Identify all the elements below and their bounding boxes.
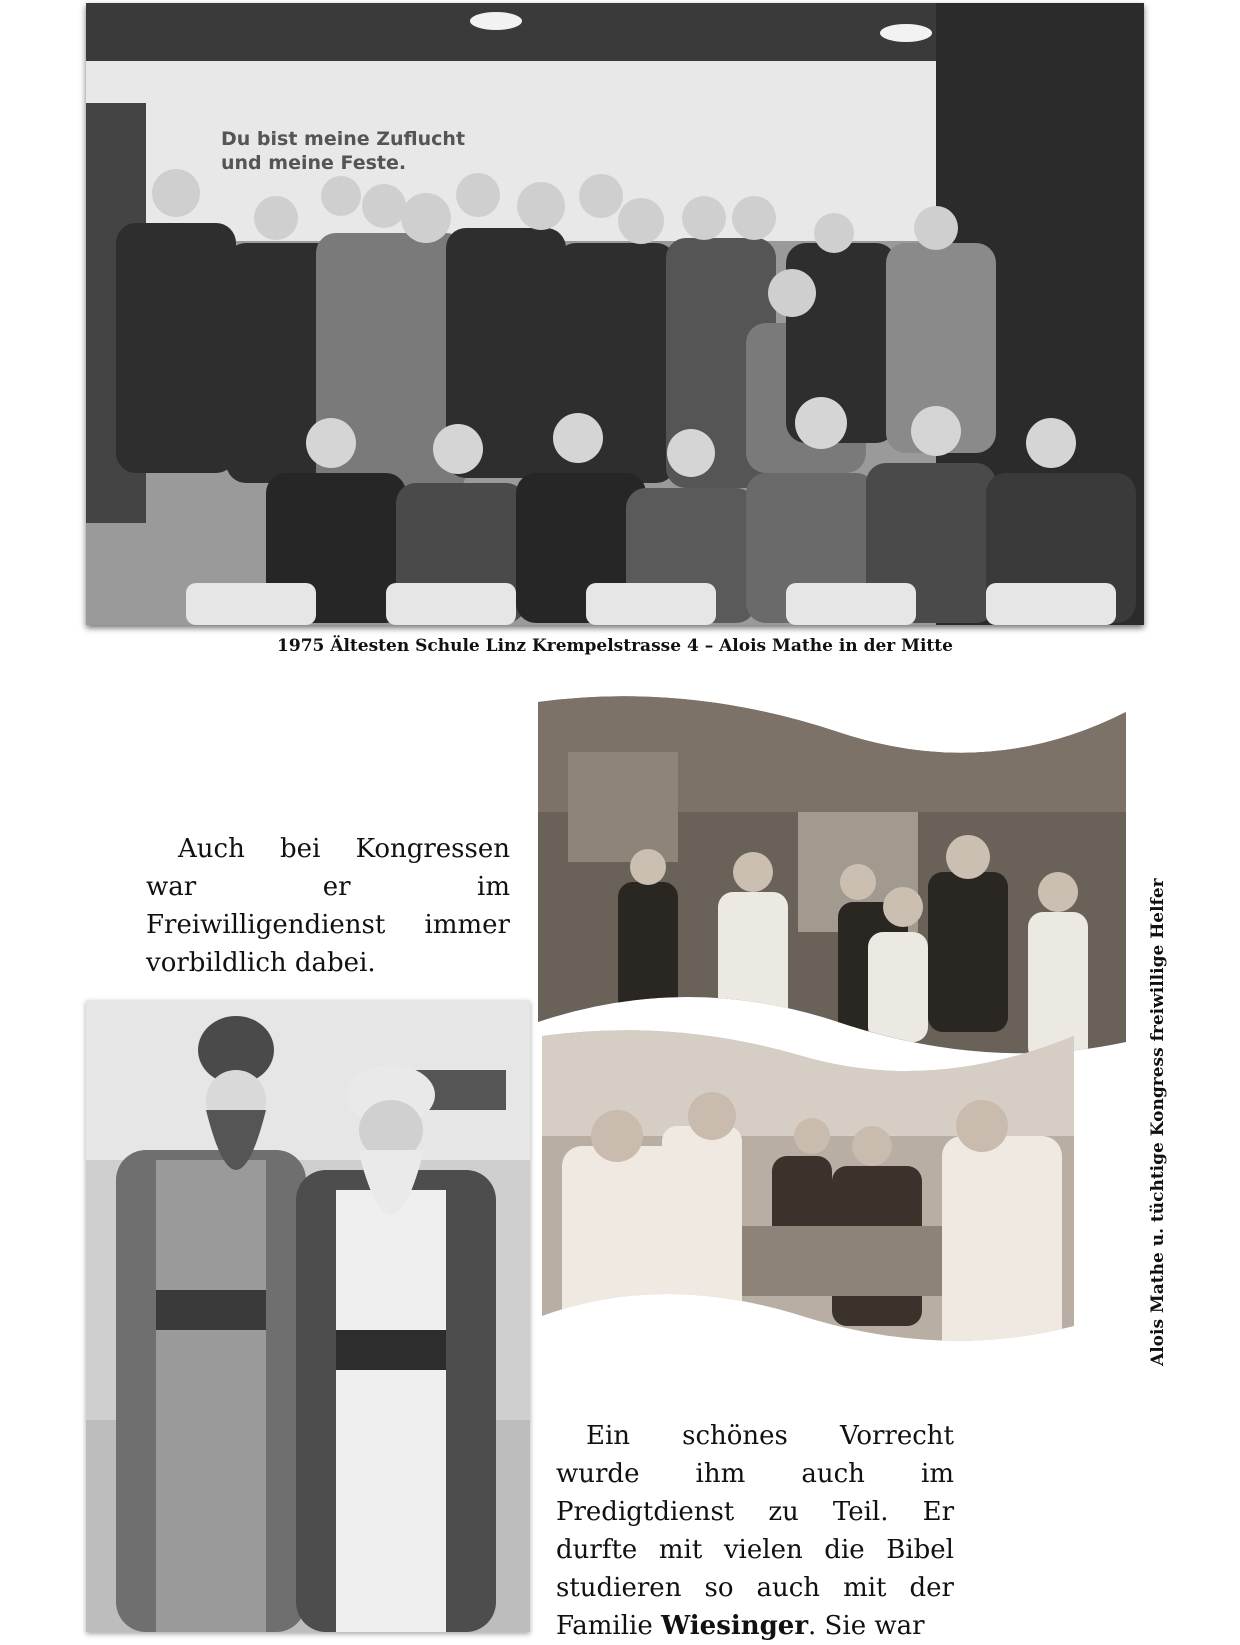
family-name: Wiesinger (661, 1611, 809, 1641)
elders-photo-caption: 1975 Ältesten Schule Linz Krempelstrasse 4 – Alois Mathe in der Mitte (277, 636, 953, 656)
elders-school-photo (86, 3, 1144, 625)
banner-line-1: Du bist meine Zuflucht (221, 128, 466, 150)
kitchen-photo-caption: Alois Mathe u. tüchtige Kongress freiwillige Helfer (1148, 878, 1168, 1366)
paragraph-preaching-end: . Sie war (808, 1611, 925, 1641)
paragraph-preaching-text: Ein schönes Vorrecht wurde ihm auch im Predigtdienst zu Teil. Er durfte mit vielen die Bibel studieren so auch mit der Familie (556, 1421, 954, 1641)
paragraph-preaching (556, 1417, 954, 1645)
banner-line-2: und meine Feste. (221, 152, 407, 174)
paragraph-congress-volunteer: Auch bei Kongressen war er im Freiwilligendienst immer vorbildlich dabei. (146, 834, 510, 978)
costume-photo (86, 1000, 530, 1632)
kitchen-helpers-photo-bottom (542, 1026, 1074, 1360)
kitchen-helpers-photo-top (538, 692, 1126, 1072)
